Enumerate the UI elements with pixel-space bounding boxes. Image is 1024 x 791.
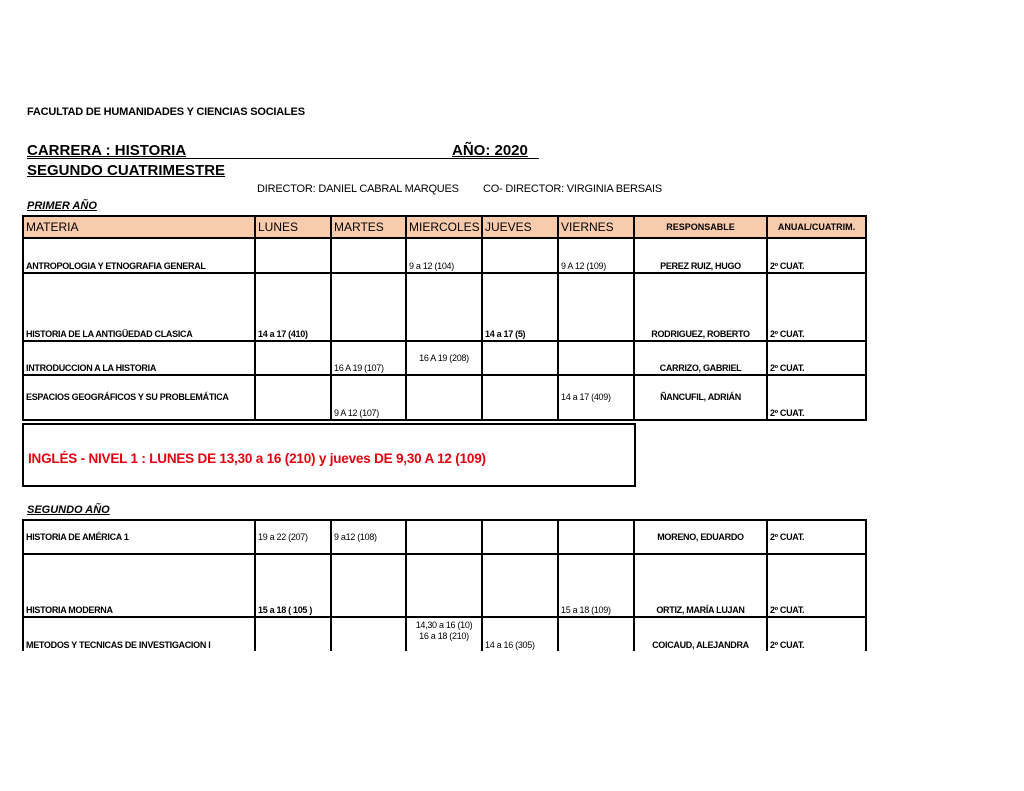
year-title: AÑO: 2020 xyxy=(452,142,528,159)
viernes-cell: 9 A 12 (109) xyxy=(558,238,634,273)
col-header-materia: MATERIA xyxy=(23,216,255,238)
martes-cell: 9 a12 (108) xyxy=(331,520,406,554)
jueves-cell: 14 a 16 (305) xyxy=(482,617,558,651)
cuatrimestre-cell: 2º CUAT. xyxy=(767,617,866,651)
lunes-cell xyxy=(255,617,331,651)
subject-cell: INTRODUCCION A LA HISTORIA xyxy=(23,341,255,375)
responsable-cell: MORENO, EDUARDO xyxy=(634,520,767,554)
title-underline xyxy=(27,158,539,159)
col-header-viernes: VIERNES xyxy=(558,216,634,238)
lunes-cell xyxy=(255,375,331,420)
col-header-responsable: RESPONSABLE xyxy=(634,216,767,238)
miercoles-cell: 9 a 12 (104) xyxy=(406,238,482,273)
subject-cell: HISTORIA DE AMÉRICA 1 xyxy=(23,520,255,554)
col-header-cuatrimestre: ANUAL/CUATRIM. xyxy=(767,216,866,238)
cuatrimestre-cell: 2º CUAT. xyxy=(767,273,866,341)
responsable-cell: COICAUD, ALEJANDRA xyxy=(634,617,767,651)
jueves-cell: 14 a 17 (5) xyxy=(482,273,558,341)
director-text: DIRECTOR: DANIEL CABRAL MARQUES xyxy=(257,183,459,195)
viernes-cell xyxy=(558,617,634,651)
viernes-cell xyxy=(558,273,634,341)
lunes-cell: 15 a 18 ( 105 ) xyxy=(255,554,331,617)
miercoles-slot-2: 16 a 18 (210) xyxy=(419,631,469,641)
table-row xyxy=(23,520,866,554)
subject-cell: METODOS Y TECNICAS DE INVESTIGACION I xyxy=(23,617,255,651)
martes-cell xyxy=(331,273,406,341)
subject-cell: HISTORIA MODERNA xyxy=(23,554,255,617)
martes-cell xyxy=(331,238,406,273)
table-header-row xyxy=(23,216,866,238)
lunes-cell: 19 a 22 (207) xyxy=(255,520,331,554)
miercoles-cell xyxy=(406,375,482,420)
col-header-miercoles: MIERCOLES xyxy=(406,216,482,238)
jueves-cell xyxy=(482,341,558,375)
martes-cell: 9 A 12 (107) xyxy=(331,375,406,420)
jueves-cell xyxy=(482,554,558,617)
period-title: SEGUNDO CUATRIMESTRE xyxy=(27,162,226,179)
section-segundo-anio: SEGUNDO AÑO xyxy=(27,504,110,516)
martes-cell xyxy=(331,617,406,651)
miercoles-cell: 16 A 19 (208) xyxy=(406,341,482,375)
miercoles-slot-1: 14,30 a 16 (10) xyxy=(415,620,473,630)
career-title: CARRERA : HISTORIA xyxy=(27,142,187,159)
faculty-title: FACULTAD DE HUMANIDADES Y CIENCIAS SOCIALES xyxy=(27,106,305,118)
subject-cell: ESPACIOS GEOGRÁFICOS Y SU PROBLEMÁTICA xyxy=(23,375,255,420)
col-header-martes: MARTES xyxy=(331,216,406,238)
viernes-cell xyxy=(558,341,634,375)
miercoles-cell xyxy=(406,273,482,341)
martes-cell: 16 A 19 (107) xyxy=(331,341,406,375)
responsable-cell: CARRIZO, GABRIEL xyxy=(634,341,767,375)
table-row xyxy=(23,617,866,651)
viernes-cell: 15 a 18 (109) xyxy=(558,554,634,617)
cuatrimestre-cell: 2º CUAT. xyxy=(767,341,866,375)
lunes-cell xyxy=(255,238,331,273)
lunes-cell xyxy=(255,341,331,375)
schedule-table-segundo-anio xyxy=(22,519,867,651)
table-row xyxy=(23,554,866,617)
english-course-text: INGLÉS - NIVEL 1 : LUNES DE 13,30 a 16 (210) y jueves DE 9,30 A 12 (109) xyxy=(28,451,486,466)
cuatrimestre-cell: 2º CUAT. xyxy=(767,554,866,617)
table-row xyxy=(23,341,866,375)
col-header-lunes: LUNES xyxy=(255,216,331,238)
jueves-cell xyxy=(482,520,558,554)
responsable-cell: RODRIGUEZ, ROBERTO xyxy=(634,273,767,341)
miercoles-cell xyxy=(406,617,482,651)
responsable-cell: PEREZ RUIZ, HUGO xyxy=(634,238,767,273)
table-row xyxy=(23,238,866,273)
cuatrimestre-cell: 2º CUAT. xyxy=(767,520,866,554)
table-row xyxy=(23,273,866,341)
subject-cell: HISTORIA DE LA ANTIGÜEDAD CLASICA xyxy=(23,273,255,341)
jueves-cell xyxy=(482,238,558,273)
lunes-cell: 14 a 17 (410) xyxy=(255,273,331,341)
martes-cell xyxy=(331,554,406,617)
col-header-jueves: JUEVES xyxy=(482,216,558,238)
table-row xyxy=(23,375,866,420)
miercoles-cell xyxy=(406,520,482,554)
schedule-table-primer-anio xyxy=(22,215,867,421)
viernes-cell xyxy=(558,520,634,554)
jueves-cell xyxy=(482,375,558,420)
responsable-cell: ORTIZ, MARÍA LUJAN xyxy=(634,554,767,617)
miercoles-cell xyxy=(406,554,482,617)
viernes-cell: 14 a 17 (409) xyxy=(558,375,634,420)
cuatrimestre-cell: 2º CUAT. xyxy=(767,375,866,420)
cuatrimestre-cell: 2º CUAT. xyxy=(767,238,866,273)
section-primer-anio: PRIMER AÑO xyxy=(27,200,97,212)
subject-cell: ANTROPOLOGIA Y ETNOGRAFIA GENERAL xyxy=(23,238,255,273)
codirector-text: CO- DIRECTOR: VIRGINIA BERSAIS xyxy=(483,183,662,195)
responsable-cell: ÑANCUFIL, ADRIÁN xyxy=(634,375,767,420)
